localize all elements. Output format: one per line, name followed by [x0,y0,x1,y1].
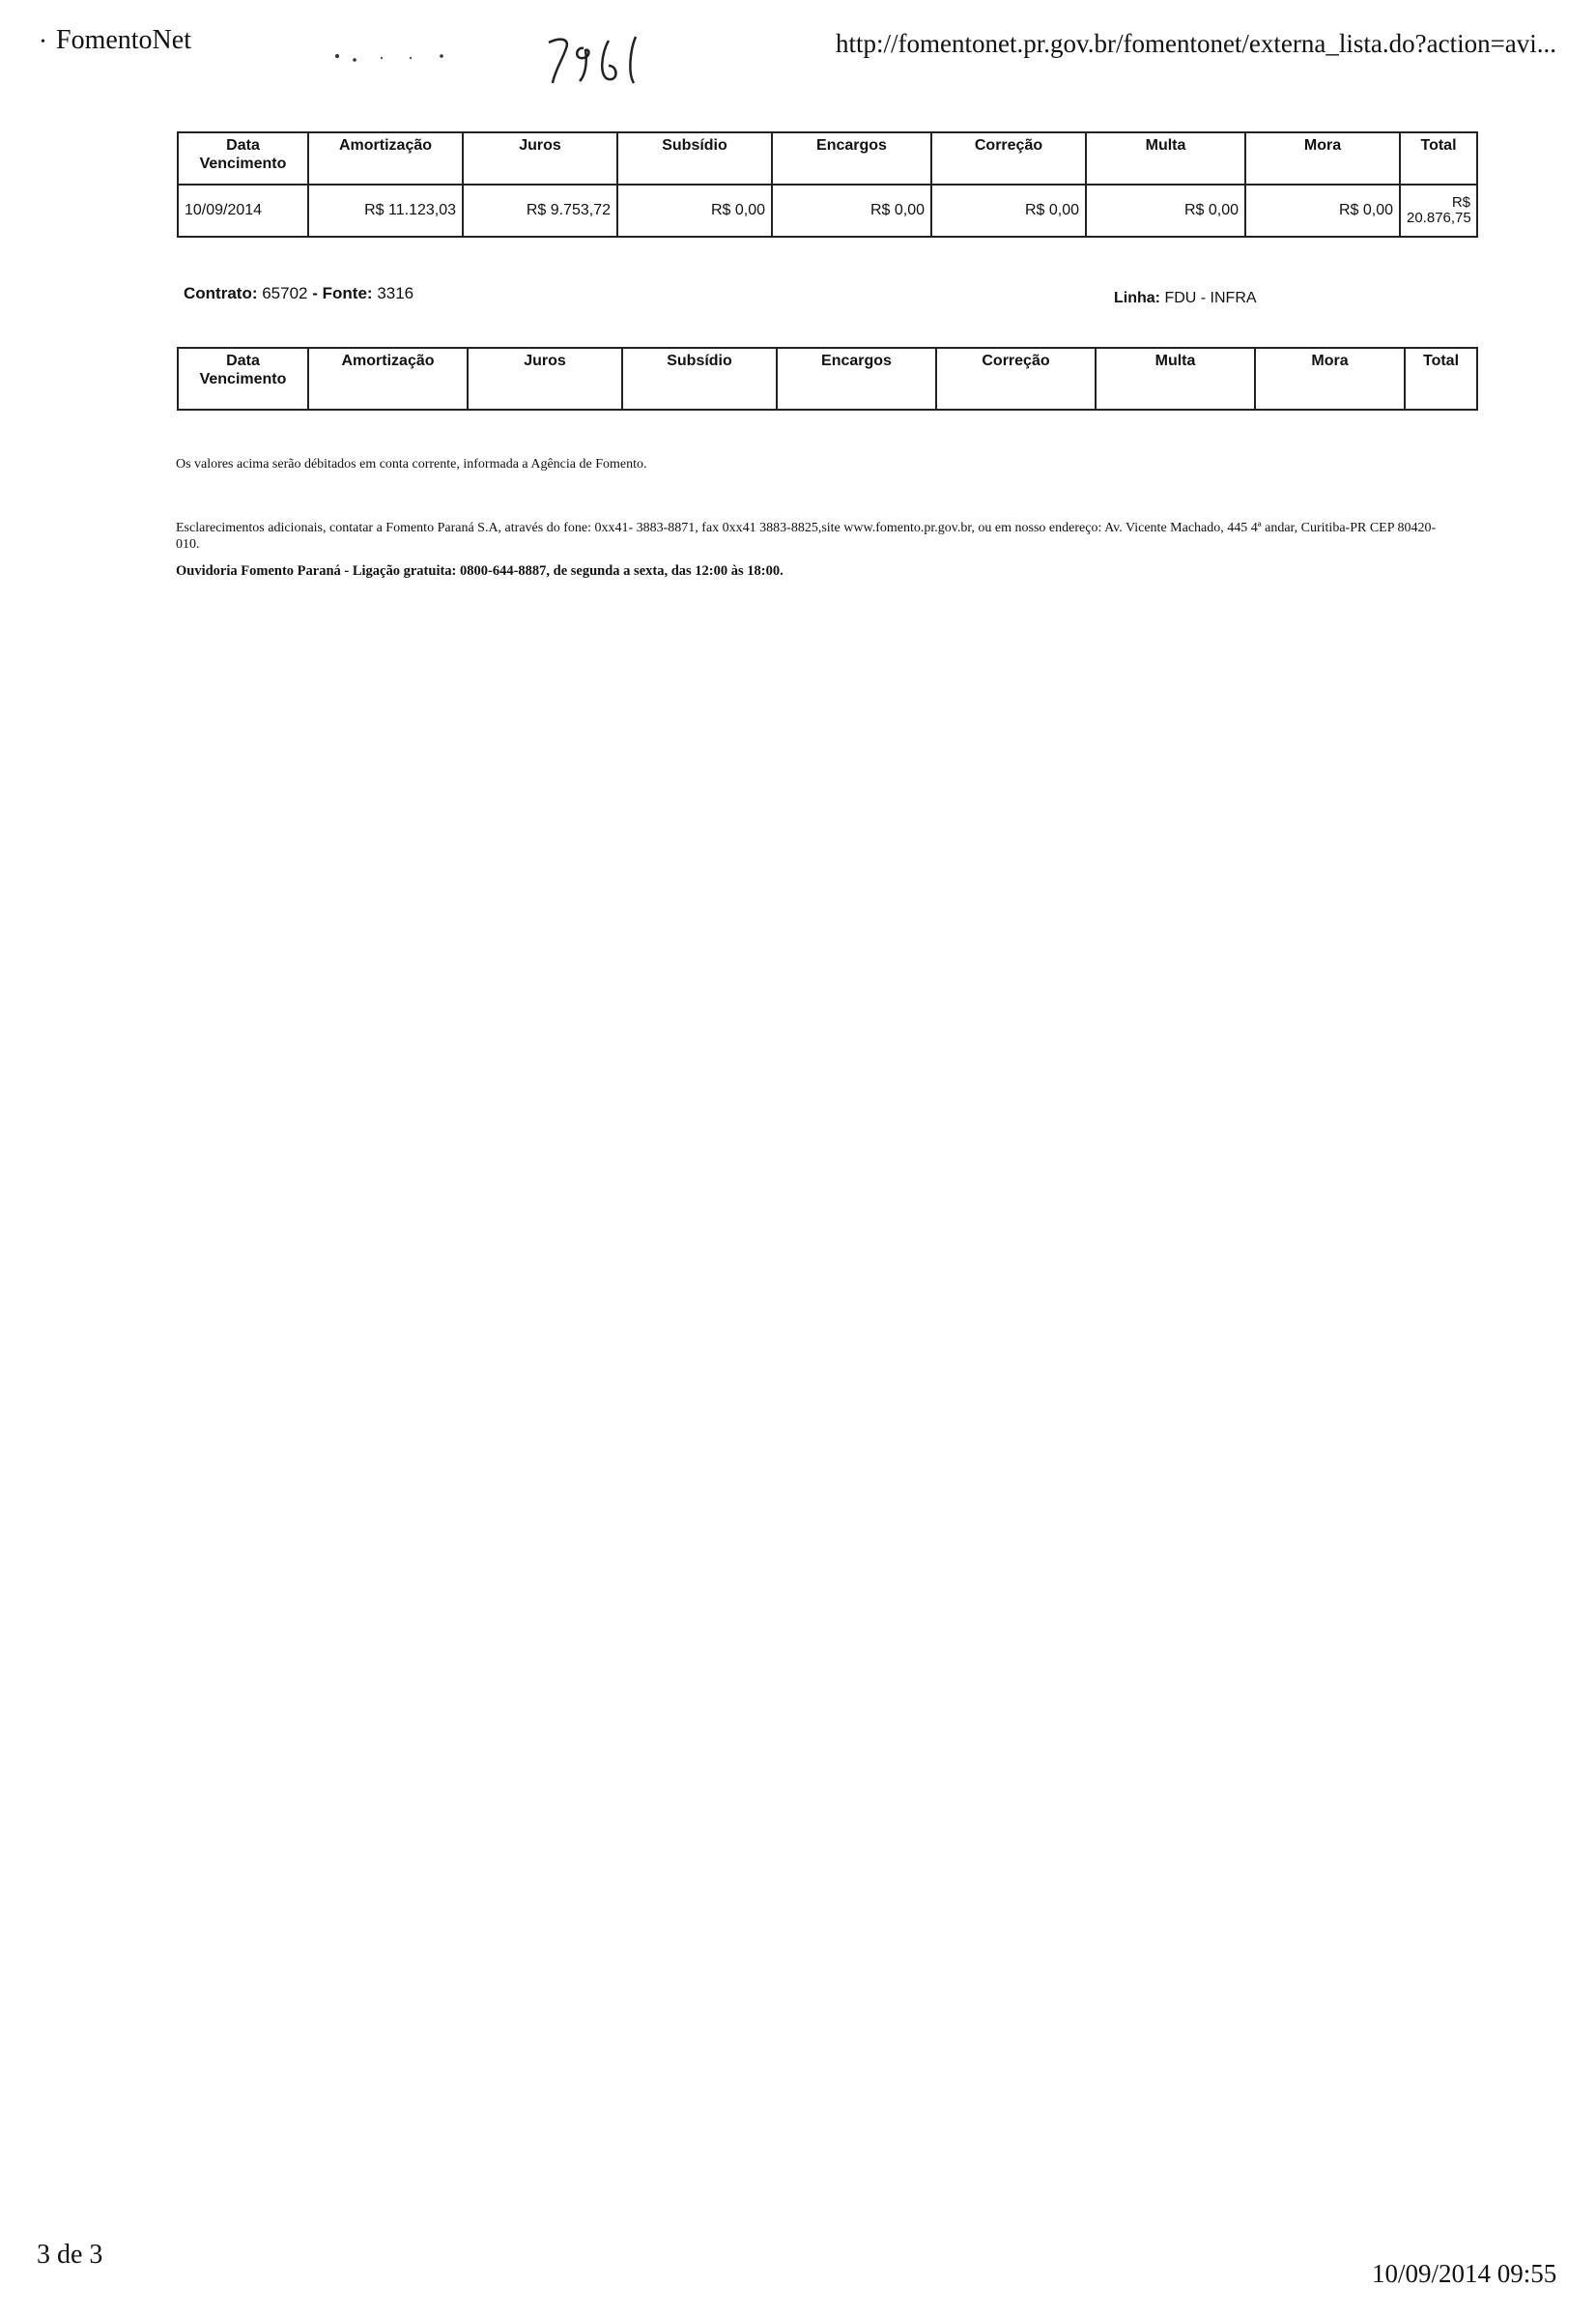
page-url: http://fomentonet.pr.gov.br/fomentonet/externa_lista.do?action=avi... [836,29,1557,58]
fonte-value: 3316 [377,284,414,302]
page-header-title: FomentoNet [56,25,191,55]
col-header-amortizacao: Amortização [308,132,463,185]
col-header-data-vencimento: Data Vencimento [178,348,308,410]
debit-note: Os valores acima serão débitados em conta corrente, informada a Agência de Fomento. [176,457,647,472]
table-header-row [178,132,1477,185]
col-header-juros: Juros [463,132,617,185]
col-header-total: Total [1400,132,1477,185]
col-header-subsidio: Subsídio [622,348,777,410]
col-header-encargos: Encargos [772,132,931,185]
cell-mora: R$ 0,00 [1245,185,1400,237]
cell-multa: R$ 0,00 [1086,185,1245,237]
page-number: 3 de 3 [37,2240,103,2270]
contract-separator: - [312,284,318,302]
cell-correcao: R$ 0,00 [931,185,1086,237]
contact-note: Esclarecimentos adicionais, contatar a Fomento Paraná S.A, através do fone: 0xx41- 3883-8871, fax 0xx41 3883-8825,site www.fomento.pr.gov.br, ou em nosso endereço: Av. Vicente Machado, 445 4ª andar, Curitiba-PR CEP 80420-010. [176,521,1437,552]
linha-value: FDU - INFRA [1164,290,1257,306]
col-header-correcao: Correção [936,348,1096,410]
scan-dots [333,46,459,66]
contrato-label: Contrato: [184,284,258,302]
contrato-value: 65702 [262,284,308,302]
cell-encargos: R$ 0,00 [772,185,931,237]
col-header-total: Total [1405,348,1477,410]
col-header-amortizacao: Amortização [308,348,468,410]
cell-amortizacao: R$ 11.123,03 [308,185,463,237]
handwritten-page-number [541,27,657,95]
ouvidoria-note: Ouvidoria Fomento Paraná - Ligação gratuita: 0800-644-8887, de segunda a sexta, das 12:00 às 18:00. [176,563,784,579]
cell-data-vencimento: 10/09/2014 [178,185,308,237]
col-header-mora: Mora [1245,132,1400,185]
linha-info [1114,290,1257,307]
col-header-encargos: Encargos [777,348,936,410]
fonte-label: Fonte: [322,284,373,302]
cell-total: R$ 20.876,75 [1400,185,1477,237]
installment-table-2 [177,347,1478,411]
col-header-data-vencimento: Data Vencimento [178,132,308,185]
installment-table-1 [177,131,1478,238]
bullet-icon: • [41,35,45,49]
contract-info [184,284,413,303]
col-header-correcao: Correção [931,132,1086,185]
table-row [178,185,1477,237]
print-timestamp: 10/09/2014 09:55 [1372,2259,1557,2288]
cell-subsidio: R$ 0,00 [617,185,772,237]
col-header-multa: Multa [1096,348,1255,410]
cell-juros: R$ 9.753,72 [463,185,617,237]
col-header-juros: Juros [468,348,622,410]
linha-label: Linha: [1114,290,1160,306]
col-header-subsidio: Subsídio [617,132,772,185]
col-header-multa: Multa [1086,132,1245,185]
table-header-row [178,348,1477,410]
col-header-mora: Mora [1255,348,1405,410]
